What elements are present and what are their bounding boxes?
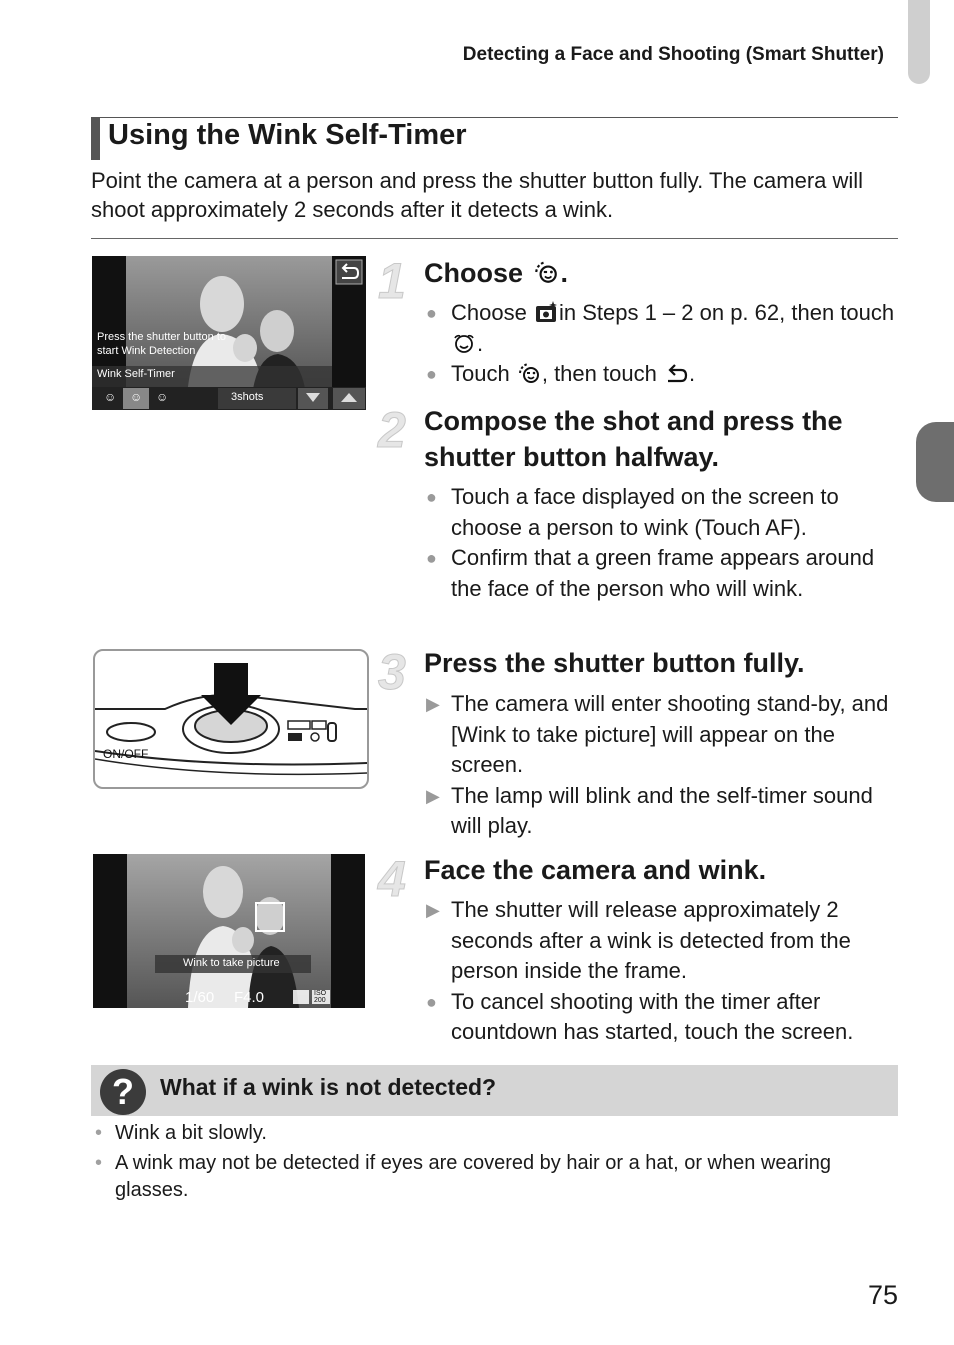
smile-shutter-icon [451, 331, 477, 355]
screen-mode-label: Wink Self-Timer [97, 368, 175, 380]
step-1-title: Choose . [424, 258, 569, 288]
screen-message-line2: start Wink Detection [97, 345, 196, 357]
screen-wink-to-take-picture [93, 854, 365, 1008]
list-item: ● Choose in Steps 1 – 2 on p. 62, then touch . [426, 300, 895, 356]
iso-label: ISO [314, 990, 327, 997]
shutter-speed: 1/60 [185, 989, 215, 1006]
step-2-number: 2 [378, 402, 406, 458]
edge-tab [908, 0, 930, 84]
list-item: • A wink may not be detected if eyes are covered by hair or a hat, or when wearing glasses. [95, 1151, 831, 1201]
list-item: ● Touch a face displayed on the screen to choose a person to wink (Touch AF). [426, 484, 839, 540]
step-3-bullets [424, 689, 899, 842]
list-item: ▶ The camera will enter shooting stand-by, and [Wink to take picture] will appear on the screen. [426, 691, 889, 777]
list-item: ● To cancel shooting with the timer after countdown has started, touch the screen. [426, 988, 854, 1044]
step-4-number: 4 [378, 851, 406, 907]
step-2-bullets [424, 482, 899, 604]
list-item: ▶ The shutter will release approximately 2 seconds after a wink is detected from the person inside the frame. [426, 897, 851, 983]
wink-self-timer-icon [531, 259, 561, 285]
screen-message-line1: Press the shutter button to [97, 331, 227, 343]
wink-self-timer-icon: ☺ [130, 390, 143, 404]
question-icon: ? [100, 1069, 146, 1115]
wink-self-timer-icon [516, 361, 542, 385]
aperture-value: F4.0 [234, 989, 265, 1006]
return-arrow-icon [663, 361, 689, 385]
running-head: Detecting a Face and Shooting (Smart Shutter) [462, 44, 884, 65]
list-item: ● Confirm that a green frame appears around the face of the person who will wink. [426, 545, 875, 601]
list-item: ▶ The lamp will blink and the self-timer sound will play. [426, 782, 873, 838]
tip-list [95, 1120, 895, 1207]
step-3-title: Press the shutter button fully. [424, 648, 805, 678]
divider [91, 238, 898, 239]
camera-mode-icon [533, 300, 559, 324]
camera-top-illustration [93, 649, 369, 789]
page-number: 75 [867, 1280, 898, 1310]
face-self-timer-icon: ☺ [156, 390, 169, 404]
step-1-bullets [424, 298, 899, 390]
list-item: • Wink a bit slowly. [95, 1122, 267, 1144]
section-title: Using the Wink Self-Timer [108, 119, 467, 151]
tip-title: What if a wink is not detected? [160, 1074, 497, 1100]
list-item: ● Touch , then touch . [426, 361, 696, 386]
screen-message: Wink to take picture [183, 957, 280, 969]
step-3-number: 3 [378, 644, 406, 700]
intro-text: Point the camera at a person and press the shutter button fully. The camera will shoot approximately 2 seconds after it detects a wink. [91, 168, 864, 222]
iso-value: 200 [314, 997, 326, 1004]
screen-wink-self-timer [92, 256, 366, 410]
screen-shots-count: 3shots [231, 391, 264, 403]
on-off-label: ON/OFF [103, 747, 149, 761]
smile-shutter-icon: ☺ [104, 390, 117, 404]
chapter-tab [916, 422, 954, 502]
step-1-number: 1 [378, 253, 406, 309]
step-4-title: Face the camera and wink. [424, 855, 767, 885]
step-2-title: Compose the shot and press the shutter button halfway. [424, 406, 843, 472]
step-4-bullets [424, 895, 899, 1048]
